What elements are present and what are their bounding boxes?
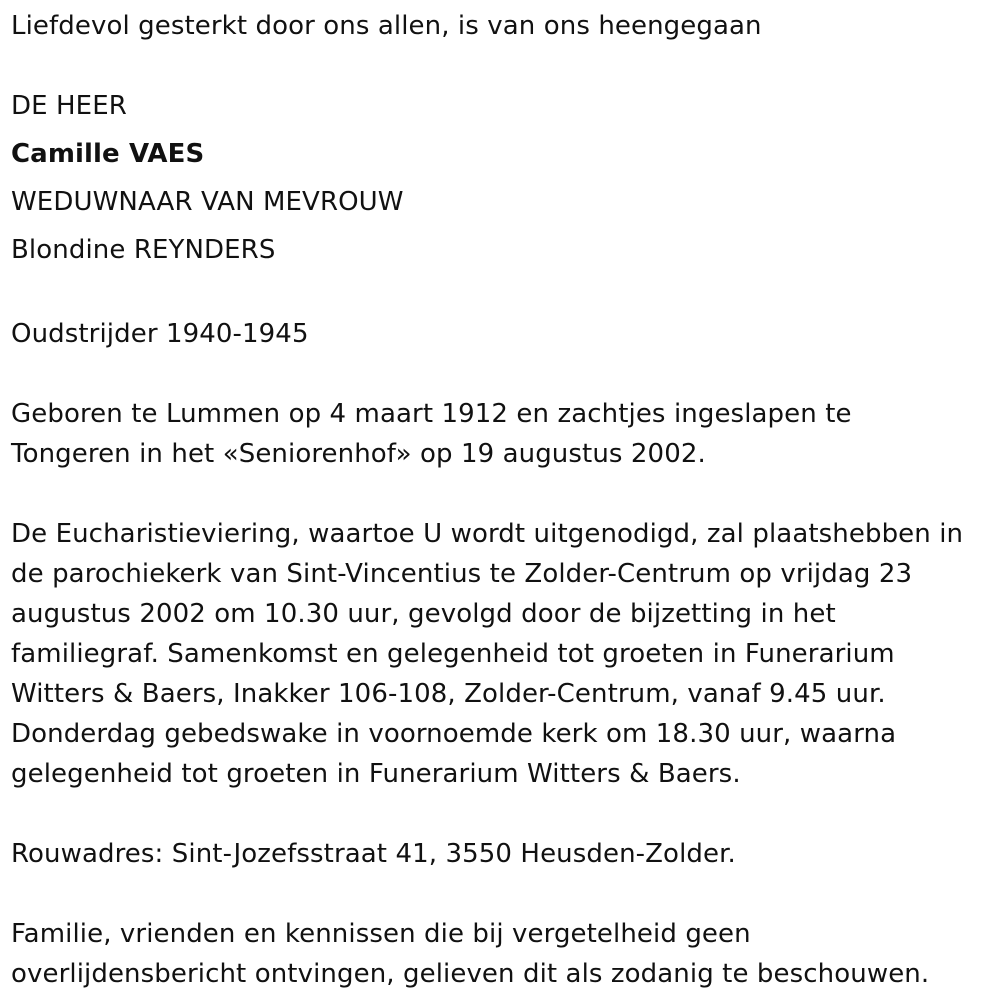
paragraph-line: Witters & Baers, Inakker 106-108, Zolder-Centrum, vanaf 9.45 uur. bbox=[11, 679, 886, 709]
paragraph-line: Tongeren in het «Seniorenhof» op 19 augustus 2002. bbox=[11, 439, 706, 469]
paragraph-line: overlijdensbericht ontvingen, gelieven dit als zodanig te beschouwen. bbox=[11, 959, 930, 989]
mourning-address: Rouwadres: Sint-Jozefsstraat 41, 3550 Heusden-Zolder. bbox=[11, 839, 736, 869]
paragraph-line: gelegenheid tot groeten in Funerarium Witters & Baers. bbox=[11, 759, 741, 789]
spouse-name: Blondine REYNDERS bbox=[11, 235, 276, 265]
paragraph-line: Geboren te Lummen op 4 maart 1912 en zachtjes ingeslapen te bbox=[11, 399, 852, 429]
deceased-name: Camille VAES bbox=[11, 139, 205, 169]
ceremony-paragraph bbox=[11, 514, 991, 794]
birth-death-paragraph bbox=[11, 394, 991, 474]
intro-line: Liefdevol gesterkt door ons allen, is van ons heengegaan bbox=[11, 11, 762, 41]
widower-line: WEDUWNAAR VAN MEVROUW bbox=[11, 187, 404, 217]
closing-paragraph bbox=[11, 914, 991, 994]
paragraph-line: De Eucharistieviering, waartoe U wordt uitgenodigd, zal plaatshebben in bbox=[11, 519, 964, 549]
veteran-line: Oudstrijder 1940-1945 bbox=[11, 319, 309, 349]
paragraph-line: Donderdag gebedswake in voornoemde kerk om 18.30 uur, waarna bbox=[11, 719, 897, 749]
deceased-block bbox=[11, 82, 991, 274]
paragraph-line: familiegraf. Samenkomst en gelegenheid tot groeten in Funerarium bbox=[11, 639, 895, 669]
death-notice bbox=[11, 6, 991, 994]
title-line: DE HEER bbox=[11, 91, 127, 121]
paragraph-line: de parochiekerk van Sint-Vincentius te Zolder-Centrum op vrijdag 23 bbox=[11, 559, 913, 589]
paragraph-line: augustus 2002 om 10.30 uur, gevolgd door de bijzetting in het bbox=[11, 599, 836, 629]
paragraph-line: Familie, vrienden en kennissen die bij vergetelheid geen bbox=[11, 919, 751, 949]
